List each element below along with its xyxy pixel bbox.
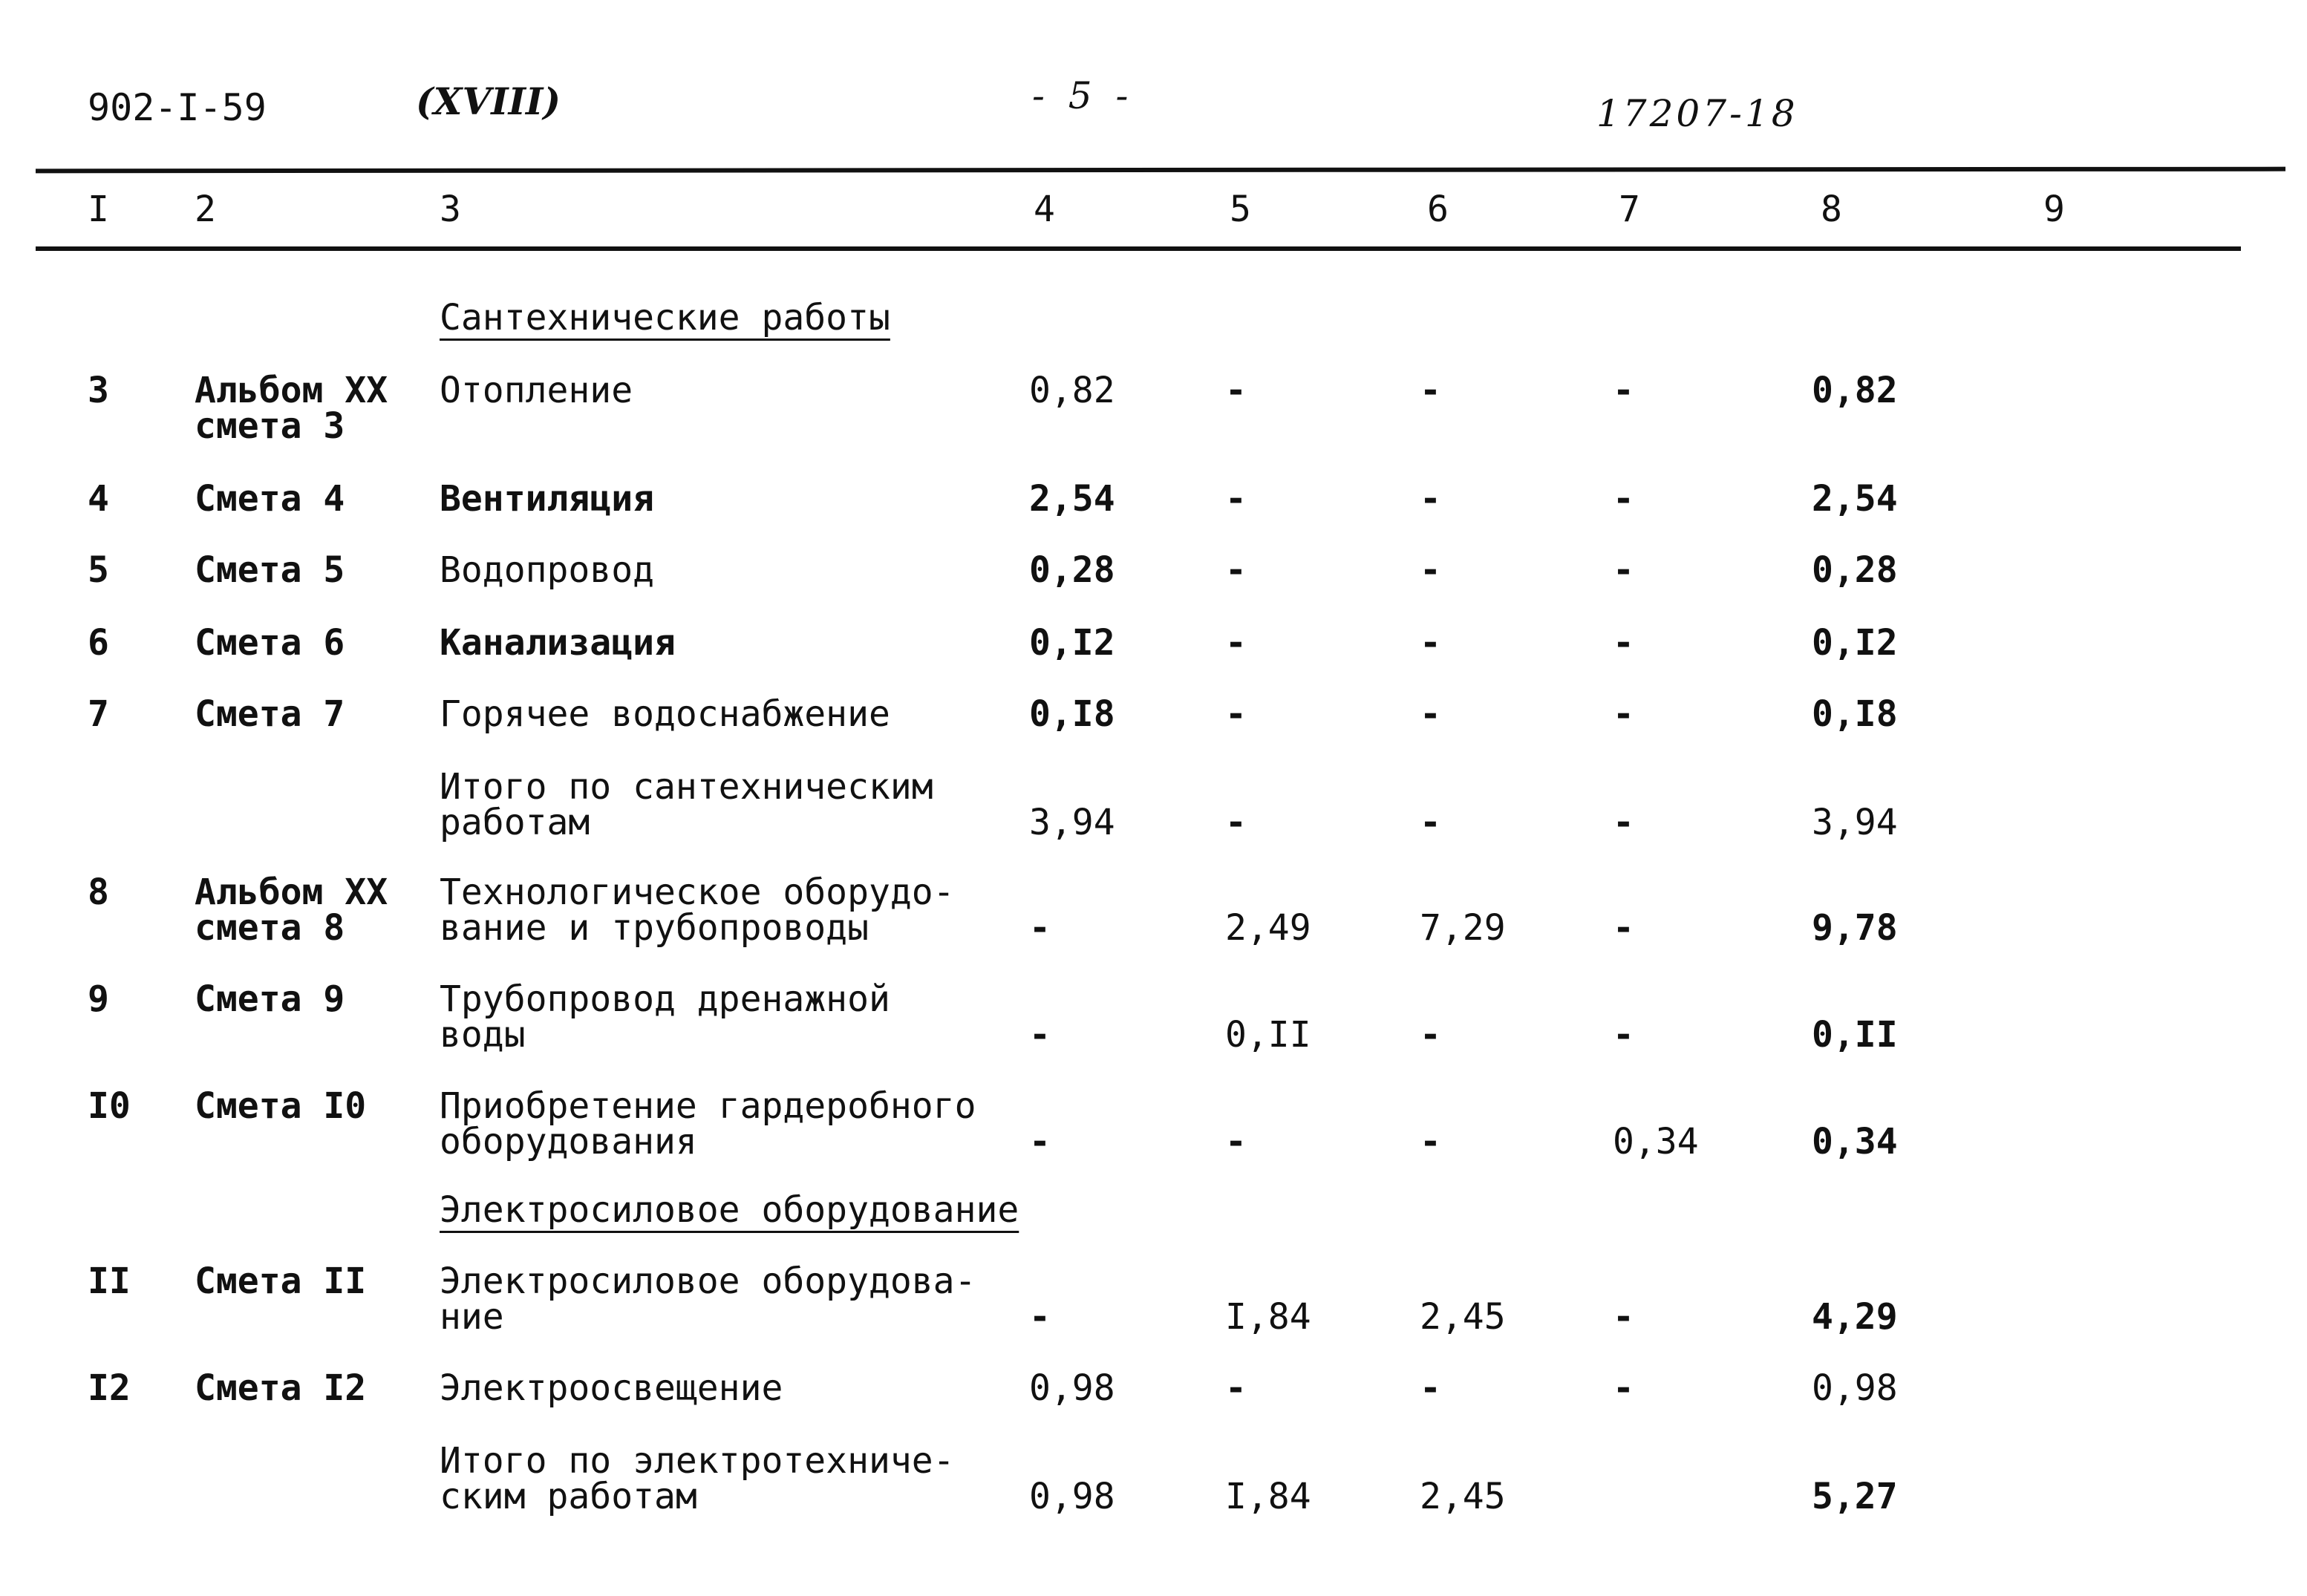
row-value-col4: 0,82 [1029,370,1115,411]
row-reference: Смета I2 [195,1367,367,1409]
row-title: Технологическое оборудо- вание и трубопроводы [440,871,955,949]
row-value-col8: 0,II [1812,1014,1898,1056]
row-value-col7: - [1613,370,1634,411]
header-bottom-rule [36,246,2241,251]
row-value-col5: - [1225,478,1247,520]
row-number: 3 [88,370,109,411]
row-value-col4: 2,54 [1029,478,1115,520]
row-value-col6: - [1420,1121,1441,1162]
row-value-col8: 2,54 [1812,478,1898,520]
row-value-col4: 0,98 [1029,1367,1115,1409]
row-title: Приобретение гардеробного оборудования [440,1085,976,1162]
column-number-1: I [88,189,109,230]
album-number: (XVIII) [416,79,561,123]
row-reference: Смета 4 [195,478,345,520]
row-value-col7: - [1613,693,1634,735]
row-value-col8: 0,28 [1812,549,1898,591]
column-number-4: 4 [1034,189,1055,230]
row-value-col4: 0,I2 [1029,622,1115,664]
column-number-8: 8 [1821,189,1842,230]
row-title: Вентиляция [440,478,654,520]
row-value-col6: - [1420,622,1441,664]
page-number: - 5 - [1032,74,1135,117]
row-value-col6: 2,45 [1420,1476,1506,1517]
row-title: Отопление [440,370,633,411]
column-number-5: 5 [1230,189,1251,230]
row-number: 9 [88,978,109,1020]
row-value-col4: - [1029,1121,1051,1162]
row-reference: Альбом XX смета 8 [195,871,388,949]
column-number-3: 3 [440,189,461,230]
header-top-rule [36,167,2285,174]
row-value-col7: - [1613,1367,1634,1409]
row-number: I2 [88,1367,131,1409]
row-value-col8: 0,I8 [1812,693,1898,735]
row-value-col4: 0,28 [1029,549,1115,591]
column-number-2: 2 [195,189,216,230]
section-heading-plumbing: Сантехнические работы [440,297,890,339]
row-value-col5: 0,II [1225,1014,1311,1056]
row-value-col4: - [1029,907,1051,949]
row-number: 8 [88,871,109,913]
row-reference: Смета I0 [195,1085,367,1127]
row-value-col4: 0,I8 [1029,693,1115,735]
row-value-col7: - [1613,549,1634,591]
section-heading-electrical: Электросиловое оборудование [440,1189,1019,1231]
row-value-col6: - [1420,370,1441,411]
row-value-col6: 2,45 [1420,1296,1506,1338]
row-title: Электроосвещение [440,1367,783,1409]
row-value-col8: 0,82 [1812,370,1898,411]
subtotal-title: Итого по сантехническим работам [440,766,933,843]
column-number-7: 7 [1619,189,1640,230]
row-title: Горячее водоснабжение [440,693,890,735]
row-value-col6: 7,29 [1420,907,1506,949]
row-value-col5: I,84 [1225,1296,1311,1338]
row-title: Канализация [440,622,676,664]
row-value-col8: 5,27 [1812,1476,1898,1517]
row-value-col4: - [1029,1014,1051,1056]
subtotal-title: Итого по электротехниче- ским работам [440,1440,955,1517]
row-reference: Смета 6 [195,622,345,664]
row-value-col7: - [1613,622,1634,664]
row-value-col5: I,84 [1225,1476,1311,1517]
row-value-col6: - [1420,1014,1441,1056]
row-value-col4: - [1029,1296,1051,1338]
row-title: Электросиловое оборудова- ние [440,1260,976,1338]
row-value-col6: - [1420,1367,1441,1409]
row-value-col8: 4,29 [1812,1296,1898,1338]
row-title: Трубопровод дренажной воды [440,978,890,1056]
row-reference: Смета 7 [195,693,345,735]
row-value-col5: - [1225,1121,1247,1162]
project-code: 902-I-59 [88,86,267,129]
row-title: Водопровод [440,549,654,591]
row-value-col6: - [1420,802,1441,843]
row-reference: Смета 9 [195,978,345,1020]
row-value-col5: - [1225,1367,1247,1409]
column-number-9: 9 [2043,189,2065,230]
row-value-col6: - [1420,693,1441,735]
row-value-col6: - [1420,478,1441,520]
row-value-col8: 0,I2 [1812,622,1898,664]
row-value-col7: - [1613,1296,1634,1338]
row-value-col5: - [1225,370,1247,411]
row-reference: Альбом XX смета 3 [195,370,388,447]
row-value-col4: 3,94 [1029,802,1115,843]
row-value-col8: 0,34 [1812,1121,1898,1162]
row-value-col8: 9,78 [1812,907,1898,949]
row-number: I0 [88,1085,131,1127]
row-number: II [88,1260,131,1302]
column-number-6: 6 [1427,189,1449,230]
row-value-col6: - [1420,549,1441,591]
row-value-col5: - [1225,622,1247,664]
row-number: 4 [88,478,109,520]
row-value-col5: - [1225,549,1247,591]
row-number: 5 [88,549,109,591]
row-number: 6 [88,622,109,664]
row-value-col7: 0,34 [1613,1121,1699,1162]
row-value-col5: - [1225,693,1247,735]
row-value-col7: - [1613,802,1634,843]
document-number: 17207-18 [1596,92,1798,135]
row-value-col8: 0,98 [1812,1367,1898,1409]
row-reference: Смета II [195,1260,367,1302]
row-value-col5: - [1225,802,1247,843]
row-value-col4: 0,98 [1029,1476,1115,1517]
row-value-col7: - [1613,907,1634,949]
row-value-col5: 2,49 [1225,907,1311,949]
row-number: 7 [88,693,109,735]
row-reference: Смета 5 [195,549,345,591]
row-value-col8: 3,94 [1812,802,1898,843]
row-value-col7: - [1613,478,1634,520]
row-value-col7: - [1613,1014,1634,1056]
